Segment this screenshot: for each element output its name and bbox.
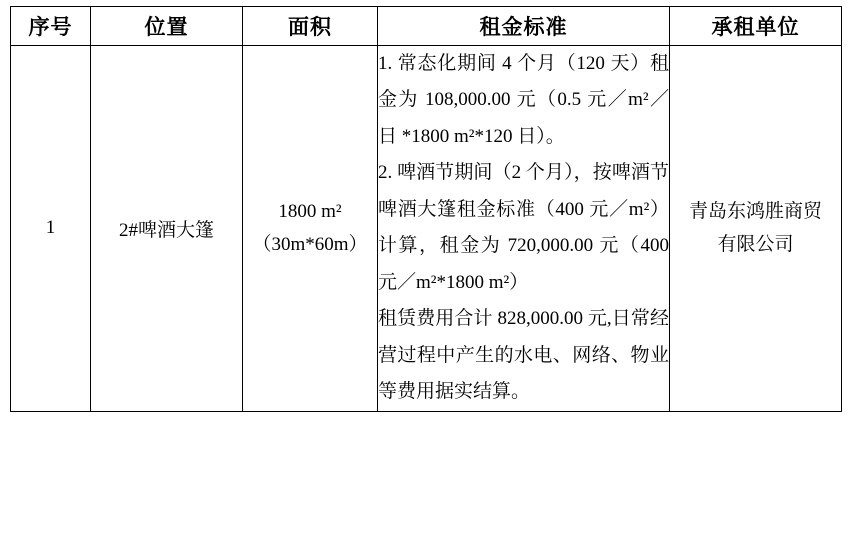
rent-paragraph-normal-period: 1. 常态化期间 4 个月（120 天）租金为 108,000.00 元（0.5 元／m²／日 *1800 m²*120 日）。 xyxy=(378,53,669,147)
column-header-seq: 序号 xyxy=(11,7,91,46)
table-row xyxy=(11,46,842,412)
tenant-name-line-1: 青岛东鸿胜商贸 xyxy=(688,201,822,223)
column-header-location: 位置 xyxy=(91,7,243,46)
table-header xyxy=(11,7,842,46)
cell-sequence-number: 1 xyxy=(11,46,91,412)
column-header-tenant-unit: 承租单位 xyxy=(670,7,842,46)
tenant-name-line-2: 有限公司 xyxy=(717,234,794,256)
rent-paragraph-total: 租赁费用合计 828,000.00 元,日常经营过程中产生的水电、网络、物业等费用据实结算。 xyxy=(378,308,669,403)
cell-location: 2#啤酒大篷 xyxy=(91,46,243,412)
table-body xyxy=(11,46,842,412)
table-header-row xyxy=(11,7,842,46)
cell-tenant-unit xyxy=(670,46,842,412)
cell-rent-standard xyxy=(378,46,670,412)
column-header-rent-standard: 租金标准 xyxy=(378,7,670,46)
cell-area xyxy=(243,46,378,412)
area-dimensions: （30m*60m） xyxy=(252,234,368,256)
column-header-area: 面积 xyxy=(243,7,378,46)
area-value: 1800 m² xyxy=(278,201,342,223)
rent-paragraph-beer-festival: 2. 啤酒节期间（2 个月），按啤酒节啤酒大篷租金标准（400 元／m²）计算，租金为 720,000.00 元（400 元／m²*1800 m²） xyxy=(378,162,669,293)
lease-table xyxy=(10,6,842,412)
